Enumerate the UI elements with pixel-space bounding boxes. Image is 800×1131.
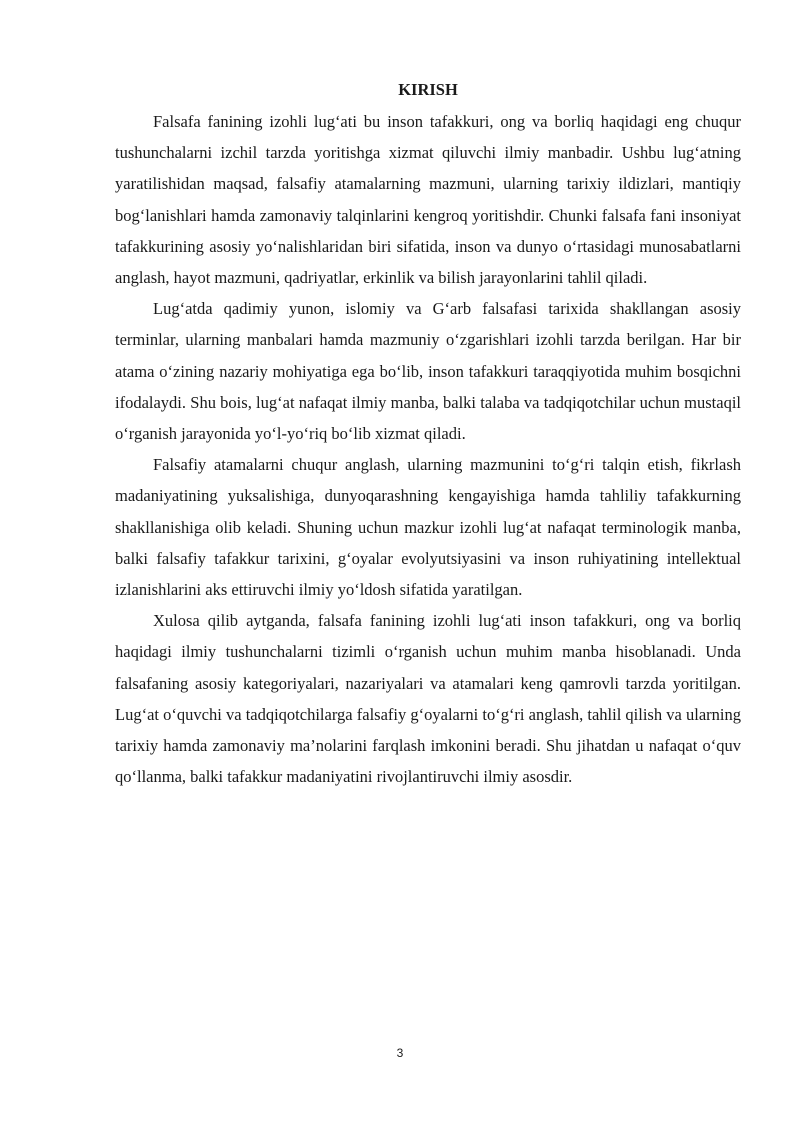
paragraph-1: Falsafa fanining izohli lug‘ati bu inson tafakkuri, ong va borliq haqidagi eng chuqur tushunchalarni izchil tarzda yoritishga xizmat qiluvchi ilmiy manbadir. Ushbu lug‘atning yaratilishidan maqsad, falsafiy atamalarning mazmuni, ularning tarixiy ildizlari, mantiqiy bog‘lanishlari hamda zamonaviy talqinlarini kengroq yoritishdir. Chunki falsafa fani insoniyat tafakkurining asosiy yo‘nalishlaridan biri sifatida, inson va dunyo o‘rtasidagi munosabatlarni anglash, hayot mazmuni, qadriyatlar, erkinlik va bilish jarayonlarini tahlil qiladi. [115, 112, 741, 288]
page-number: 3 [396, 1046, 404, 1060]
document-body [115, 76, 741, 792]
paragraph-4: Xulosa qilib aytganda, falsafa fanining izohli lug‘ati inson tafakkuri, ong va borliq haqidagi ilmiy tushunchalarni tizimli o‘rganish uchun muhim manba hisoblanadi. Unda falsafaning asosiy kategoriyalari, nazariyalari va atamalari keng qamrovli tarzda yoritilgan. Lug‘at o‘quvchi va tadqiqotchilarga falsafiy g‘oyalarni to‘g‘ri anglash, tahlil qilish va ularning tarixiy hamda zamonaviy ma’nolarini farqlash imkonini beradi. Shu jihatdan u nafaqat o‘quv qo‘llanma, balki tafakkur madaniyatini rivojlantiruvchi ilmiy asosdir. [115, 611, 741, 787]
paragraph-3: Falsafiy atamalarni chuqur anglash, ularning mazmunini to‘g‘ri talqin etish, fikrlash madaniyatining yuksalishiga, dunyoqarashning kengayishiga hamda tahliliy tafakkurning shakllanishiga olib keladi. Shuning uchun mazkur izohli lug‘at nafaqat terminologik manba, balki falsafiy tafakkur tarixini, g‘oyalar evolyutsiyasini va inson ruhiyatining intellektual izlanishlarini aks ettiruvchi ilmiy yo‘ldosh sifatida yaratilgan. [115, 455, 741, 600]
section-title: KIRISH [398, 80, 458, 99]
paragraph-2: Lug‘atda qadimiy yunon, islomiy va G‘arb falsafasi tarixida shakllangan asosiy terminlar, ularning manbalari hamda mazmuniy o‘zgarishlari izohli tarzda berilgan. Har bir atama o‘zining nazariy mohiyatiga ega bo‘lib, inson tafakkuri taraqqiyotida muhim bosqichni ifodalaydi. Shu bois, lug‘at nafaqat ilmiy manba, balki talaba va tadqiqotchilar uchun mustaqil o‘rganish jarayonida yo‘l-yo‘riq bo‘lib xizmat qiladi. [115, 299, 741, 444]
